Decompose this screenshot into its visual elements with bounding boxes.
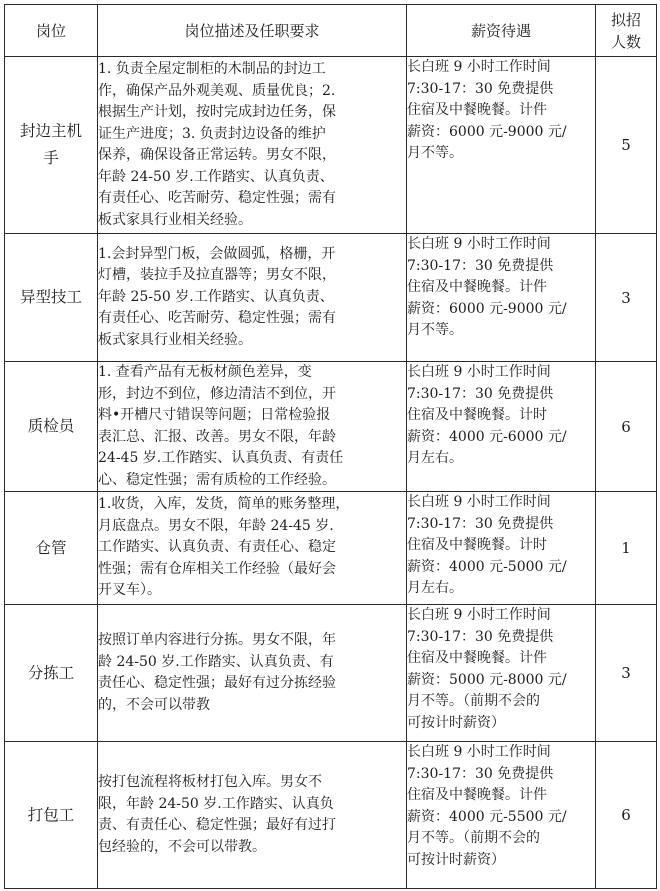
description-line: 限，年龄 24-50 岁.工作踏实、认真负 bbox=[98, 795, 334, 812]
description-cell bbox=[98, 234, 407, 362]
table-row bbox=[5, 362, 657, 492]
headcount-cell: 3 bbox=[596, 234, 657, 362]
header-salary: 薪资待遇 bbox=[407, 5, 596, 57]
description-line: 料•开槽尺寸错误等问题；日常检验报 bbox=[98, 407, 331, 423]
headcount-cell: 6 bbox=[596, 742, 657, 889]
salary-line: 住宿及中餐晚餐。计件 bbox=[407, 279, 547, 295]
headcount-cell: 1 bbox=[596, 492, 657, 605]
salary-line: 月不等。 bbox=[407, 145, 463, 161]
salary-line: 长白班 9 小时工作时间 bbox=[407, 607, 551, 623]
table-row bbox=[5, 57, 657, 234]
salary-line: 薪资：6000 元-9000 元/ bbox=[407, 300, 567, 317]
description-line: 性强；需有仓库相关工作经验（最好会 bbox=[98, 560, 336, 577]
table-row bbox=[5, 492, 657, 605]
description-cell bbox=[98, 605, 407, 742]
description-line: 龄 24-50 岁.工作踏实、认真负责、有 bbox=[98, 653, 334, 670]
description-line: 1. 负责全屋定制柜的木制品的封边工 bbox=[98, 61, 326, 77]
salary-line: 可按计时薪资） bbox=[407, 714, 505, 731]
salary-line: 7:30-17：30 免费提供 bbox=[407, 765, 554, 782]
position-line: 分拣工 bbox=[27, 663, 75, 682]
position-line: 仓管 bbox=[35, 538, 67, 557]
salary-line: 7:30-17：30 免费提供 bbox=[407, 628, 554, 645]
description-line: 1.收货，入库，发货，简单的账务整理， bbox=[98, 496, 350, 513]
description-line: 有责任心、吃苦耐劳、稳定性强；需有 bbox=[98, 190, 336, 206]
salary-line: 长白班 9 小时工作时间 bbox=[407, 744, 551, 760]
salary-cell bbox=[407, 742, 596, 889]
description-line: 开叉车）。 bbox=[98, 582, 161, 599]
salary-line: 长白班 9 小时工作时间 bbox=[407, 236, 551, 252]
description-line: 保养，确保设备正常运转。男女不限， bbox=[98, 147, 336, 163]
salary-cell bbox=[407, 605, 596, 742]
salary-line: 住宿及中餐晚餐。计件 bbox=[407, 650, 547, 666]
salary-line: 住宿及中餐晚餐。计时 bbox=[407, 537, 547, 553]
salary-line: 薪资：4000 元-5000 元/ bbox=[407, 558, 567, 575]
position-line: 异型技工 bbox=[19, 288, 82, 306]
description-line: 形，封边不到位，修边清洁不到位，开 bbox=[98, 385, 336, 402]
header-headcount-line: 拟招 bbox=[610, 10, 641, 29]
job-listing-table bbox=[4, 4, 657, 889]
description-line: 灯槽，装拉手及拉直器等；男女不限， bbox=[98, 267, 336, 284]
description-line: 1. 查看产品有无板材颜色差异，变 bbox=[98, 364, 312, 380]
position-cell bbox=[5, 742, 98, 889]
salary-line: 7:30-17：30 免费提供 bbox=[407, 80, 554, 97]
position-cell bbox=[5, 362, 98, 492]
description-line: 表汇总、汇报、改善。男女不限，年龄 bbox=[98, 428, 336, 445]
description-line: 的，不会可以带教 bbox=[98, 696, 210, 713]
salary-cell bbox=[407, 492, 596, 605]
salary-cell bbox=[407, 362, 596, 492]
headcount-cell: 5 bbox=[596, 57, 657, 234]
salary-line: 月左右。 bbox=[407, 450, 463, 466]
salary-line: 薪资：4000 元-6000 元/ bbox=[407, 428, 567, 445]
position-line: 质检员 bbox=[27, 417, 75, 435]
salary-line: 住宿及中餐晚餐。计时 bbox=[407, 407, 547, 423]
salary-line: 月不等。 bbox=[407, 322, 463, 338]
salary-line: 住宿及中餐晚餐。计件 bbox=[407, 787, 547, 803]
description-line: 板式家具行业相关经验。 bbox=[98, 331, 252, 348]
position-cell bbox=[5, 234, 98, 362]
salary-cell bbox=[407, 234, 596, 362]
description-line: 年龄 24-50 岁.工作踏实、认真负责、 bbox=[98, 168, 334, 185]
header-headcount bbox=[596, 5, 657, 57]
salary-line: 住宿及中餐晚餐。计件 bbox=[407, 102, 547, 118]
description-line: 包经验的，不会可以带教。 bbox=[98, 838, 266, 855]
salary-line: 月不等。（前期不会的 bbox=[407, 693, 540, 709]
description-line: 24-45 岁.工作踏实、认真负责、有责任 bbox=[98, 450, 344, 466]
description-line: 证生产进度；3. 负责封边设备的维护 bbox=[98, 125, 326, 142]
salary-line: 7:30-17：30 免费提供 bbox=[407, 385, 554, 402]
salary-line: 薪资：6000 元-9000 元/ bbox=[407, 123, 567, 140]
header-headcount-line: 人数 bbox=[610, 32, 641, 51]
salary-line: 长白班 9 小时工作时间 bbox=[407, 364, 551, 380]
salary-line: 7:30-17：30 免费提供 bbox=[407, 257, 554, 274]
description-line: 按打包流程将板材打包入库。男女不 bbox=[98, 774, 322, 790]
position-cell bbox=[5, 492, 98, 605]
position-line: 手 bbox=[43, 149, 59, 167]
description-line: 工作踏实、认真负责、有责任心、稳定 bbox=[98, 539, 336, 556]
salary-line: 薪资：4000 元-5500 元/ bbox=[407, 808, 567, 825]
description-line: 有责任心、吃苦耐劳、稳定性强；需有 bbox=[98, 310, 336, 327]
salary-line: 长白班 9 小时工作时间 bbox=[407, 494, 551, 510]
salary-line: 薪资：5000 元-8000 元/ bbox=[407, 671, 567, 688]
description-line: 作，确保产品外观美观、质量优良；2. bbox=[98, 82, 336, 99]
table-row bbox=[5, 605, 657, 742]
description-line: 按照订单内容进行分拣。男女不限，年 bbox=[98, 632, 336, 648]
description-line: 心、稳定性强；需有质检的工作经验。 bbox=[98, 471, 336, 488]
description-line: 板式家具行业相关经验。 bbox=[98, 211, 252, 228]
description-line: 月底盘点。男女不限，年龄 24-45 岁. bbox=[98, 517, 334, 534]
description-line: 1.会封异型门板，会做圆弧，格栅，开 bbox=[98, 245, 336, 262]
header-row bbox=[5, 5, 657, 57]
headcount-cell: 6 bbox=[596, 362, 657, 492]
salary-line: 月左右。 bbox=[407, 580, 463, 596]
salary-line: 长白班 9 小时工作时间 bbox=[407, 59, 551, 75]
position-cell bbox=[5, 605, 98, 742]
description-line: 年龄 25-50 岁.工作踏实、认真负责、 bbox=[98, 288, 334, 305]
position-line: 封边主机 bbox=[19, 122, 82, 140]
salary-cell bbox=[407, 57, 596, 234]
description-line: 责、有责任心、稳定性强；最好有过打 bbox=[98, 817, 336, 833]
description-cell bbox=[98, 492, 407, 605]
description-cell bbox=[98, 57, 407, 234]
description-cell bbox=[98, 742, 407, 889]
salary-line: 7:30-17：30 免费提供 bbox=[407, 515, 554, 532]
headcount-cell: 3 bbox=[596, 605, 657, 742]
table-row bbox=[5, 234, 657, 362]
description-cell bbox=[98, 362, 407, 492]
position-line: 打包工 bbox=[27, 805, 75, 824]
header-description: 岗位描述及任职要求 bbox=[98, 5, 407, 57]
position-cell bbox=[5, 57, 98, 234]
description-line: 责任心、稳定性强；最好有过分拣经验 bbox=[98, 675, 336, 691]
table-row bbox=[5, 742, 657, 889]
header-position: 岗位 bbox=[5, 5, 98, 57]
salary-line: 可按计时薪资） bbox=[407, 851, 505, 868]
description-line: 根据生产计划，按时完成封边任务，保 bbox=[98, 104, 336, 120]
salary-line: 月不等。（前期不会的 bbox=[407, 830, 540, 846]
